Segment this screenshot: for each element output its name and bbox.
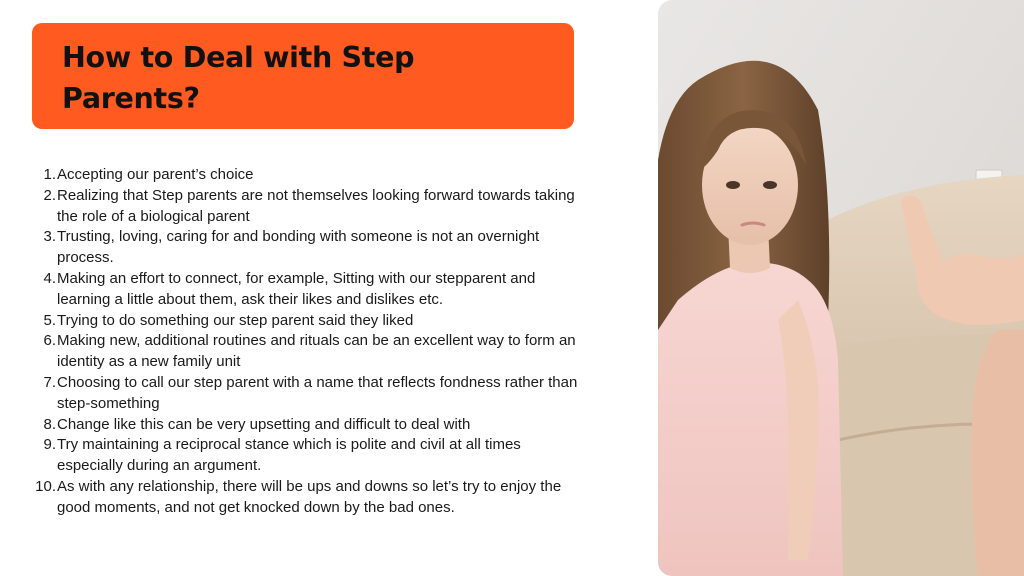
item-text: As with any relationship, there will be ups and downs so let’s try to enjoy the good moments, and not get knocked down by the bad ones. xyxy=(57,477,562,516)
girl-left-eye xyxy=(726,181,740,189)
slide-title xyxy=(62,37,544,119)
photo-illustration xyxy=(658,0,1024,576)
girl-right-eye xyxy=(763,181,777,189)
list-item xyxy=(24,435,584,477)
list-item xyxy=(24,415,584,436)
title-line-1: How to Deal with Step xyxy=(62,41,415,74)
item-number: 1. xyxy=(43,166,56,183)
item-text: Change like this can be very upsetting and difficult to deal with xyxy=(57,415,471,433)
item-number: 2. xyxy=(43,186,56,204)
list-item xyxy=(24,331,584,373)
list-item xyxy=(24,269,584,311)
item-number: 9. xyxy=(43,436,56,454)
list-item xyxy=(24,311,584,332)
item-number: 5. xyxy=(43,311,56,329)
item-text: Trusting, loving, caring for and bonding with someone is not an overnight process. xyxy=(57,228,540,267)
list-item xyxy=(24,165,584,186)
title-line-2: Parents? xyxy=(62,82,200,115)
list-item xyxy=(24,373,584,415)
item-number: 10. xyxy=(35,477,56,495)
steps-list xyxy=(24,165,584,519)
item-text: Making new, additional routines and rituals can be an excellent way to form an identity as a new family unit xyxy=(57,332,576,371)
item-text: Try maintaining a reciprocal stance which is polite and civil at all times especially during an argument. xyxy=(57,436,521,475)
item-text: Choosing to call our step parent with a name that reflects fondness rather than step-something xyxy=(57,373,578,412)
photo-girl-scolded xyxy=(658,0,1024,576)
item-text: Trying to do something our step parent said they liked xyxy=(57,311,414,329)
item-number: 3. xyxy=(43,228,56,246)
list-item xyxy=(24,186,584,228)
item-number: 6. xyxy=(43,332,56,350)
item-number: 7. xyxy=(43,373,56,391)
item-number: 4. xyxy=(43,269,56,287)
title-banner xyxy=(32,23,574,129)
list-item xyxy=(24,227,584,269)
item-number: 8. xyxy=(43,415,56,433)
item-text: Making an effort to connect, for example, Sitting with our stepparent and learning a little about them, ask their likes and dislikes etc. xyxy=(57,269,536,308)
item-text: Realizing that Step parents are not themselves looking forward towards taking the role of a biological parent xyxy=(57,186,575,225)
adult-forearm xyxy=(971,330,1024,576)
list-item xyxy=(24,477,584,519)
item-text: Accepting our parent’s choice xyxy=(57,166,254,183)
